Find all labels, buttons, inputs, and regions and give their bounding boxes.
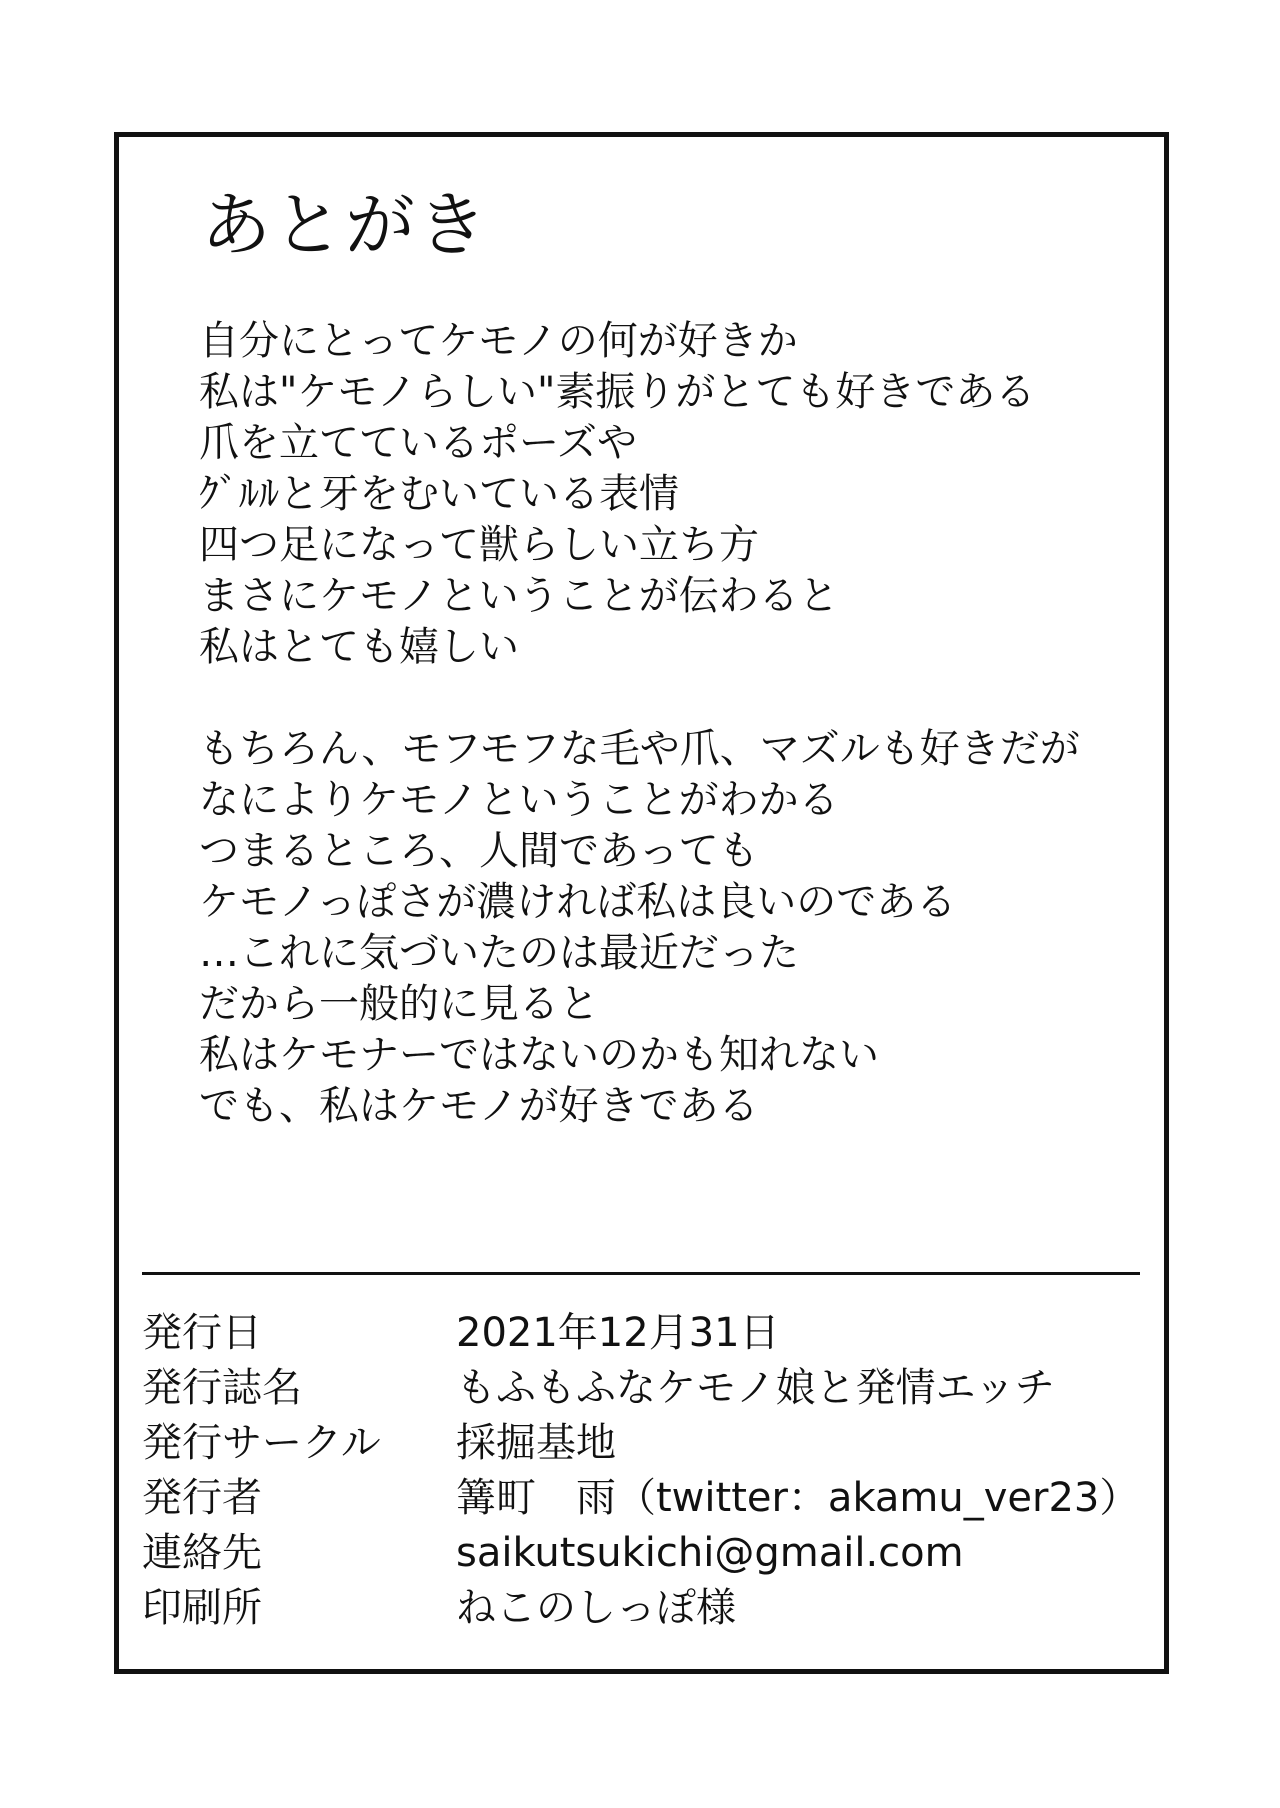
colophon-divider [142,1272,1140,1275]
colophon-row-contact [142,1526,1139,1581]
colophon-value: もふもふなケモノ娘と発情エッチ [456,1365,1055,1411]
colophon-label: 発行サークル [142,1420,381,1466]
colophon-value: 篝町 雨（twitter：akamu_ver23） [456,1475,1140,1521]
body-line: なによりケモノということがわかる [199,777,839,823]
body-line: だから一般的に見ると [199,981,599,1027]
body-line: 私は"ケモノらしい"素振りがとても好きである [199,369,1036,415]
colophon-row-issue-date [142,1306,1139,1361]
body-line: つまるところ、人間であっても [199,828,759,874]
body-line: ｸﾞﾙﾙと牙をむいている表情 [199,471,679,517]
body-line: でも、私はケモノが好きである [199,1083,759,1129]
body-line: 自分にとってケモノの何が好きか [199,318,798,364]
colophon-row-printer [142,1581,1139,1636]
body-line: …これに気づいたのは最近だった [199,930,799,976]
colophon-label: 印刷所 [142,1585,262,1631]
colophon-value: 2021年12月31日 [456,1310,780,1356]
body-line: もちろん、モフモフな毛や爪、マズルも好きだが [199,726,1080,772]
body-line: 四つ足になって獣らしい立ち方 [199,522,759,568]
colophon-row-circle [142,1416,1139,1471]
colophon-label: 発行日 [142,1310,262,1356]
body-line: まさにケモノということが伝わると [199,573,839,619]
colophon-label: 発行者 [142,1475,262,1521]
colophon-value: 採掘基地 [456,1420,616,1466]
paragraph-gap [199,673,1080,724]
afterword-title: あとがき [201,184,489,266]
body-line: 私はケモナーではないのかも知れない [199,1032,879,1078]
colophon-label: 連絡先 [142,1530,262,1576]
colophon [142,1306,1139,1636]
afterword-body [199,316,1080,1132]
colophon-row-publisher [142,1471,1139,1526]
colophon-value: saikutsukichi@gmail.com [456,1530,964,1576]
body-line: ケモノっぽさが濃ければ私は良いのである [199,879,957,925]
colophon-label: 発行誌名 [142,1365,302,1411]
colophon-value: ねこのしっぽ様 [456,1585,736,1631]
body-line: 爪を立てているポーズや [199,420,637,466]
body-line: 私はとても嬉しい [199,624,519,670]
colophon-row-book-title [142,1361,1139,1416]
